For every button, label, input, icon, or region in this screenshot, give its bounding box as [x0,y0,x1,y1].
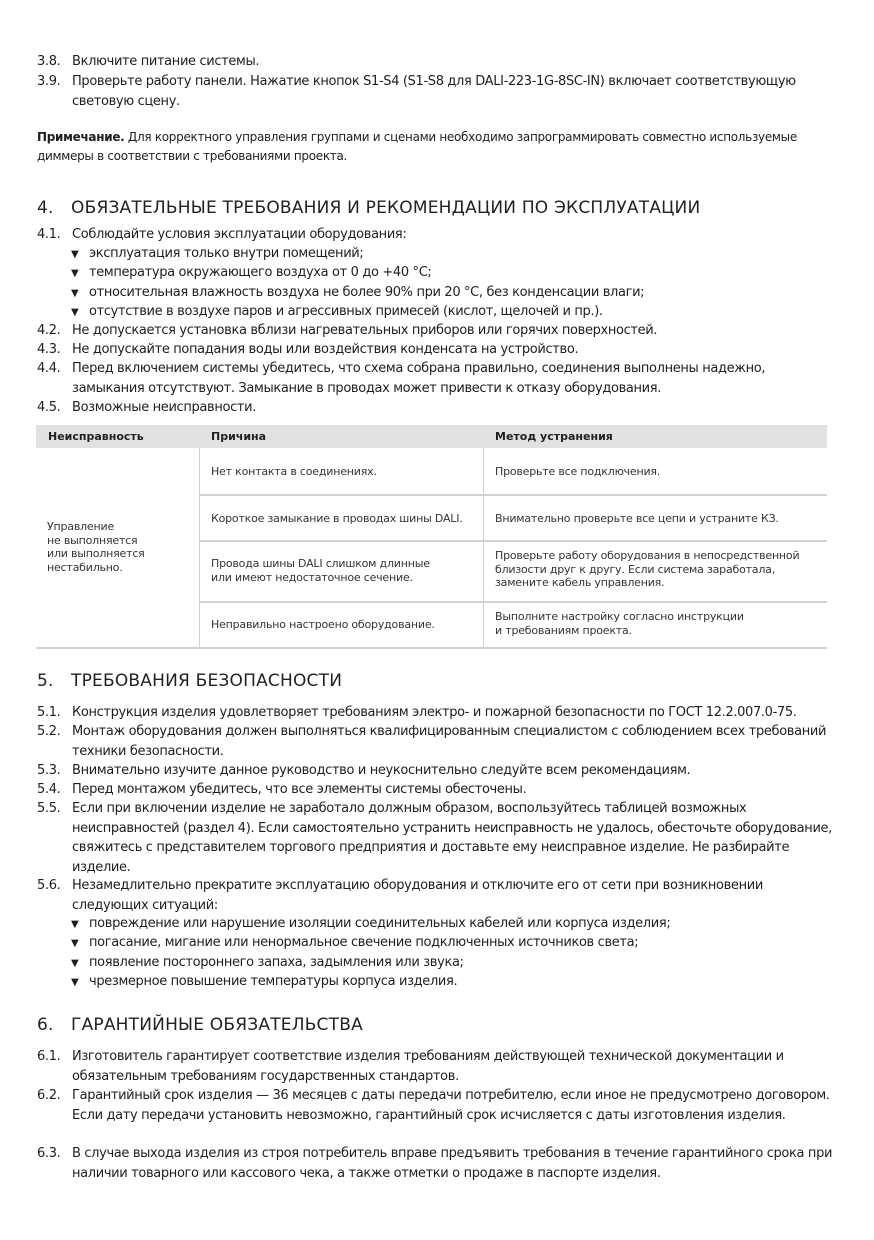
bullet-item [71,302,831,322]
item-text: Соблюдайте условия эксплуатации оборудования: [72,227,407,242]
item-number: 4.3. [37,342,61,357]
bullet-item [71,283,831,303]
bullet-marker-icon: ▼ [71,938,79,949]
item-number: 5.1. [37,705,61,720]
table-header [36,425,827,448]
bullet-item [71,953,831,973]
cause-cell: Неправильно настроено оборудование. [211,618,435,631]
item-text: Перед включением системы убедитесь, что схема собрана правильно, соединения выполнены надежно, замыкания отсутствуют. Замыкание в проводах может привести к отказу оборудования. [72,361,766,396]
list-item [37,1047,797,1086]
column-divider [483,448,484,649]
item-number: 5.5. [37,801,61,816]
bullet-item [71,244,831,264]
item-number: 4.1. [37,227,61,242]
row-divider [200,540,827,542]
section-title: ОБЯЗАТЕЛЬНЫЕ ТРЕБОВАНИЯ И РЕКОМЕНДАЦИИ ПО ЭКСПЛУАТАЦИИ [71,198,701,218]
note-text: Для корректного управления группами и сценами необходимо запрограммировать совместно используемые диммеры в соответствии с требованиями проекта. [37,130,797,163]
row-divider [200,601,827,603]
section-4-heading [37,197,700,219]
bullet-item [71,263,831,283]
item-text: Проверьте работу панели. Нажатие кнопок S1-S4 (S1-S8 для DALI-223-1G-8SC-IN) включает соответствующую световую сцену. [72,74,796,109]
section-number: 5. [37,671,54,691]
list-item [37,1086,837,1125]
list-item [37,722,837,761]
bullet-text: погасание, мигание или ненормальное свечение подключенных источников света; [89,935,639,950]
bullet-marker-icon: ▼ [71,288,79,299]
list-item [37,72,837,111]
item-text: В случае выхода изделия из строя потребитель вправе предъявить требования в течение гарантийного срока при наличии товарного или кассового чека, а также отметки о продаже в паспорте изделия. [72,1146,833,1181]
column-header: Метод устранения [495,430,613,443]
bullet-marker-icon: ▼ [71,958,79,969]
section-number: 4. [37,198,54,218]
section-6-heading [37,1014,363,1036]
list-item [37,761,837,781]
item-text: Возможные неисправности. [72,400,256,415]
column-divider [199,448,200,649]
item-text: Не допускается установка вблизи нагревательных приборов или горячих поверхностей. [72,323,658,338]
bullet-item [71,933,831,953]
fix-cell: Внимательно проверьте все цепи и устраните КЗ. [495,512,779,525]
item-number: 4.5. [37,400,61,415]
item-number: 4.4. [37,361,61,376]
item-number: 6.1. [37,1049,61,1064]
item-number: 5.6. [37,878,61,893]
bullet-text: температура окружающего воздуха от 0 до +40 °С; [89,265,432,280]
bullet-text: появление постороннего запаха, задымления или звука; [89,955,464,970]
item-text: Конструкция изделия удовлетворяет требованиям электро- и пожарной безопасности по ГОСТ 12.2.007.0-75. [72,705,797,720]
list-item [37,52,837,72]
cause-cell: Нет контакта в соединениях. [211,465,377,478]
item-number: 3.9. [37,74,61,89]
table-bottom-rule [36,647,827,649]
item-text: Если при включении изделие не заработало должным образом, воспользуйтесь таблицей возможных неисправностей (раздел 4). Если самостоятельно устранить неисправность не удалось, обесточьте оборудование, свяжитесь с представителем торгового предприятия и доставьте ему неисправное изделие. Не разбирайте изделие. [72,801,832,875]
item-number: 4.2. [37,323,61,338]
faults-table [36,425,827,649]
column-header: Причина [211,430,267,443]
item-number: 5.4. [37,782,61,797]
item-number: 5.3. [37,763,61,778]
column-header: Неисправность [48,430,144,443]
section-title: ГАРАНТИЙНЫЕ ОБЯЗАТЕЛЬСТВА [71,1015,363,1035]
fix-cell: Выполните настройку согласно инструкции и требованиям проекта. [495,610,744,637]
bullet-marker-icon: ▼ [71,919,79,930]
bullet-text: эксплуатация только внутри помещений; [89,246,364,261]
bullet-item [71,972,831,992]
cause-cell: Провода шины DALI слишком длинные или имеют недостаточное сечение. [211,557,430,584]
bullet-text: повреждение или нарушение изоляции соединительных кабелей или корпуса изделия; [89,916,671,931]
cause-cell: Короткое замыкание в проводах шины DALI. [211,512,463,525]
list-item [37,359,837,398]
item-text: Включите питание системы. [72,54,260,69]
bullet-text: чрезмерное повышение температуры корпуса изделия. [89,974,458,989]
fix-cell: Проверьте работу оборудования в непосредственной близости друг к другу. Если система заработала, замените кабель управления. [495,549,800,589]
item-number: 6.2. [37,1088,61,1103]
note-paragraph [37,128,837,166]
list-item [37,703,837,723]
item-text: Монтаж оборудования должен выполняться квалифицированным специалистом с соблюдением всех требований техники безопасности. [72,724,827,759]
section-title: ТРЕБОВАНИЯ БЕЗОПАСНОСТИ [71,671,343,691]
list-item [37,799,837,877]
item-number: 5.2. [37,724,61,739]
bullet-item [71,914,831,934]
item-text: Незамедлительно прекратите эксплуатацию оборудования и отключите его от сети при возникновении следующих ситуаций: [72,878,763,913]
section-5-heading [37,670,342,692]
list-item [37,876,837,915]
row-divider [200,494,827,496]
bullet-marker-icon: ▼ [71,307,79,318]
item-text: Не допускайте попадания воды или воздействия конденсата на устройство. [72,342,579,357]
bullet-marker-icon: ▼ [71,249,79,260]
bullet-text: отсутствие в воздухе паров и агрессивных примесей (кислот, щелочей и пр.). [89,304,603,319]
item-number: 6.3. [37,1146,61,1161]
fix-cell: Проверьте все подключения. [495,465,661,478]
note-label: Примечание. [37,130,125,144]
bullet-marker-icon: ▼ [71,268,79,279]
list-item [37,398,837,418]
item-number: 3.8. [37,54,61,69]
list-item [37,321,837,341]
list-item [37,780,837,800]
section-number: 6. [37,1015,54,1035]
bullet-text: относительная влажность воздуха не более 90% при 20 °С, без конденсации влаги; [89,285,645,300]
bullet-marker-icon: ▼ [71,977,79,988]
list-item [37,340,837,360]
item-text: Изготовитель гарантирует соответствие изделия требованиям действующей технической документации и обязательным требованиям государственных стандартов. [72,1049,784,1084]
item-text: Перед монтажом убедитесь, что все элементы системы обесточены. [72,782,527,797]
list-item [37,1144,837,1183]
fault-cell: Управление не выполняется или выполняется нестабильно. [47,520,145,574]
item-text: Внимательно изучите данное руководство и неукоснительно следуйте всем рекомендациям. [72,763,691,778]
item-text: Гарантийный срок изделия — 36 месяцев с даты передачи потребителю, если иное не предусмотрено договором. Если дату передачи установить невозможно, гарантийный срок исчисляется с даты изготовления изделия. [72,1088,830,1123]
list-item [37,225,837,245]
